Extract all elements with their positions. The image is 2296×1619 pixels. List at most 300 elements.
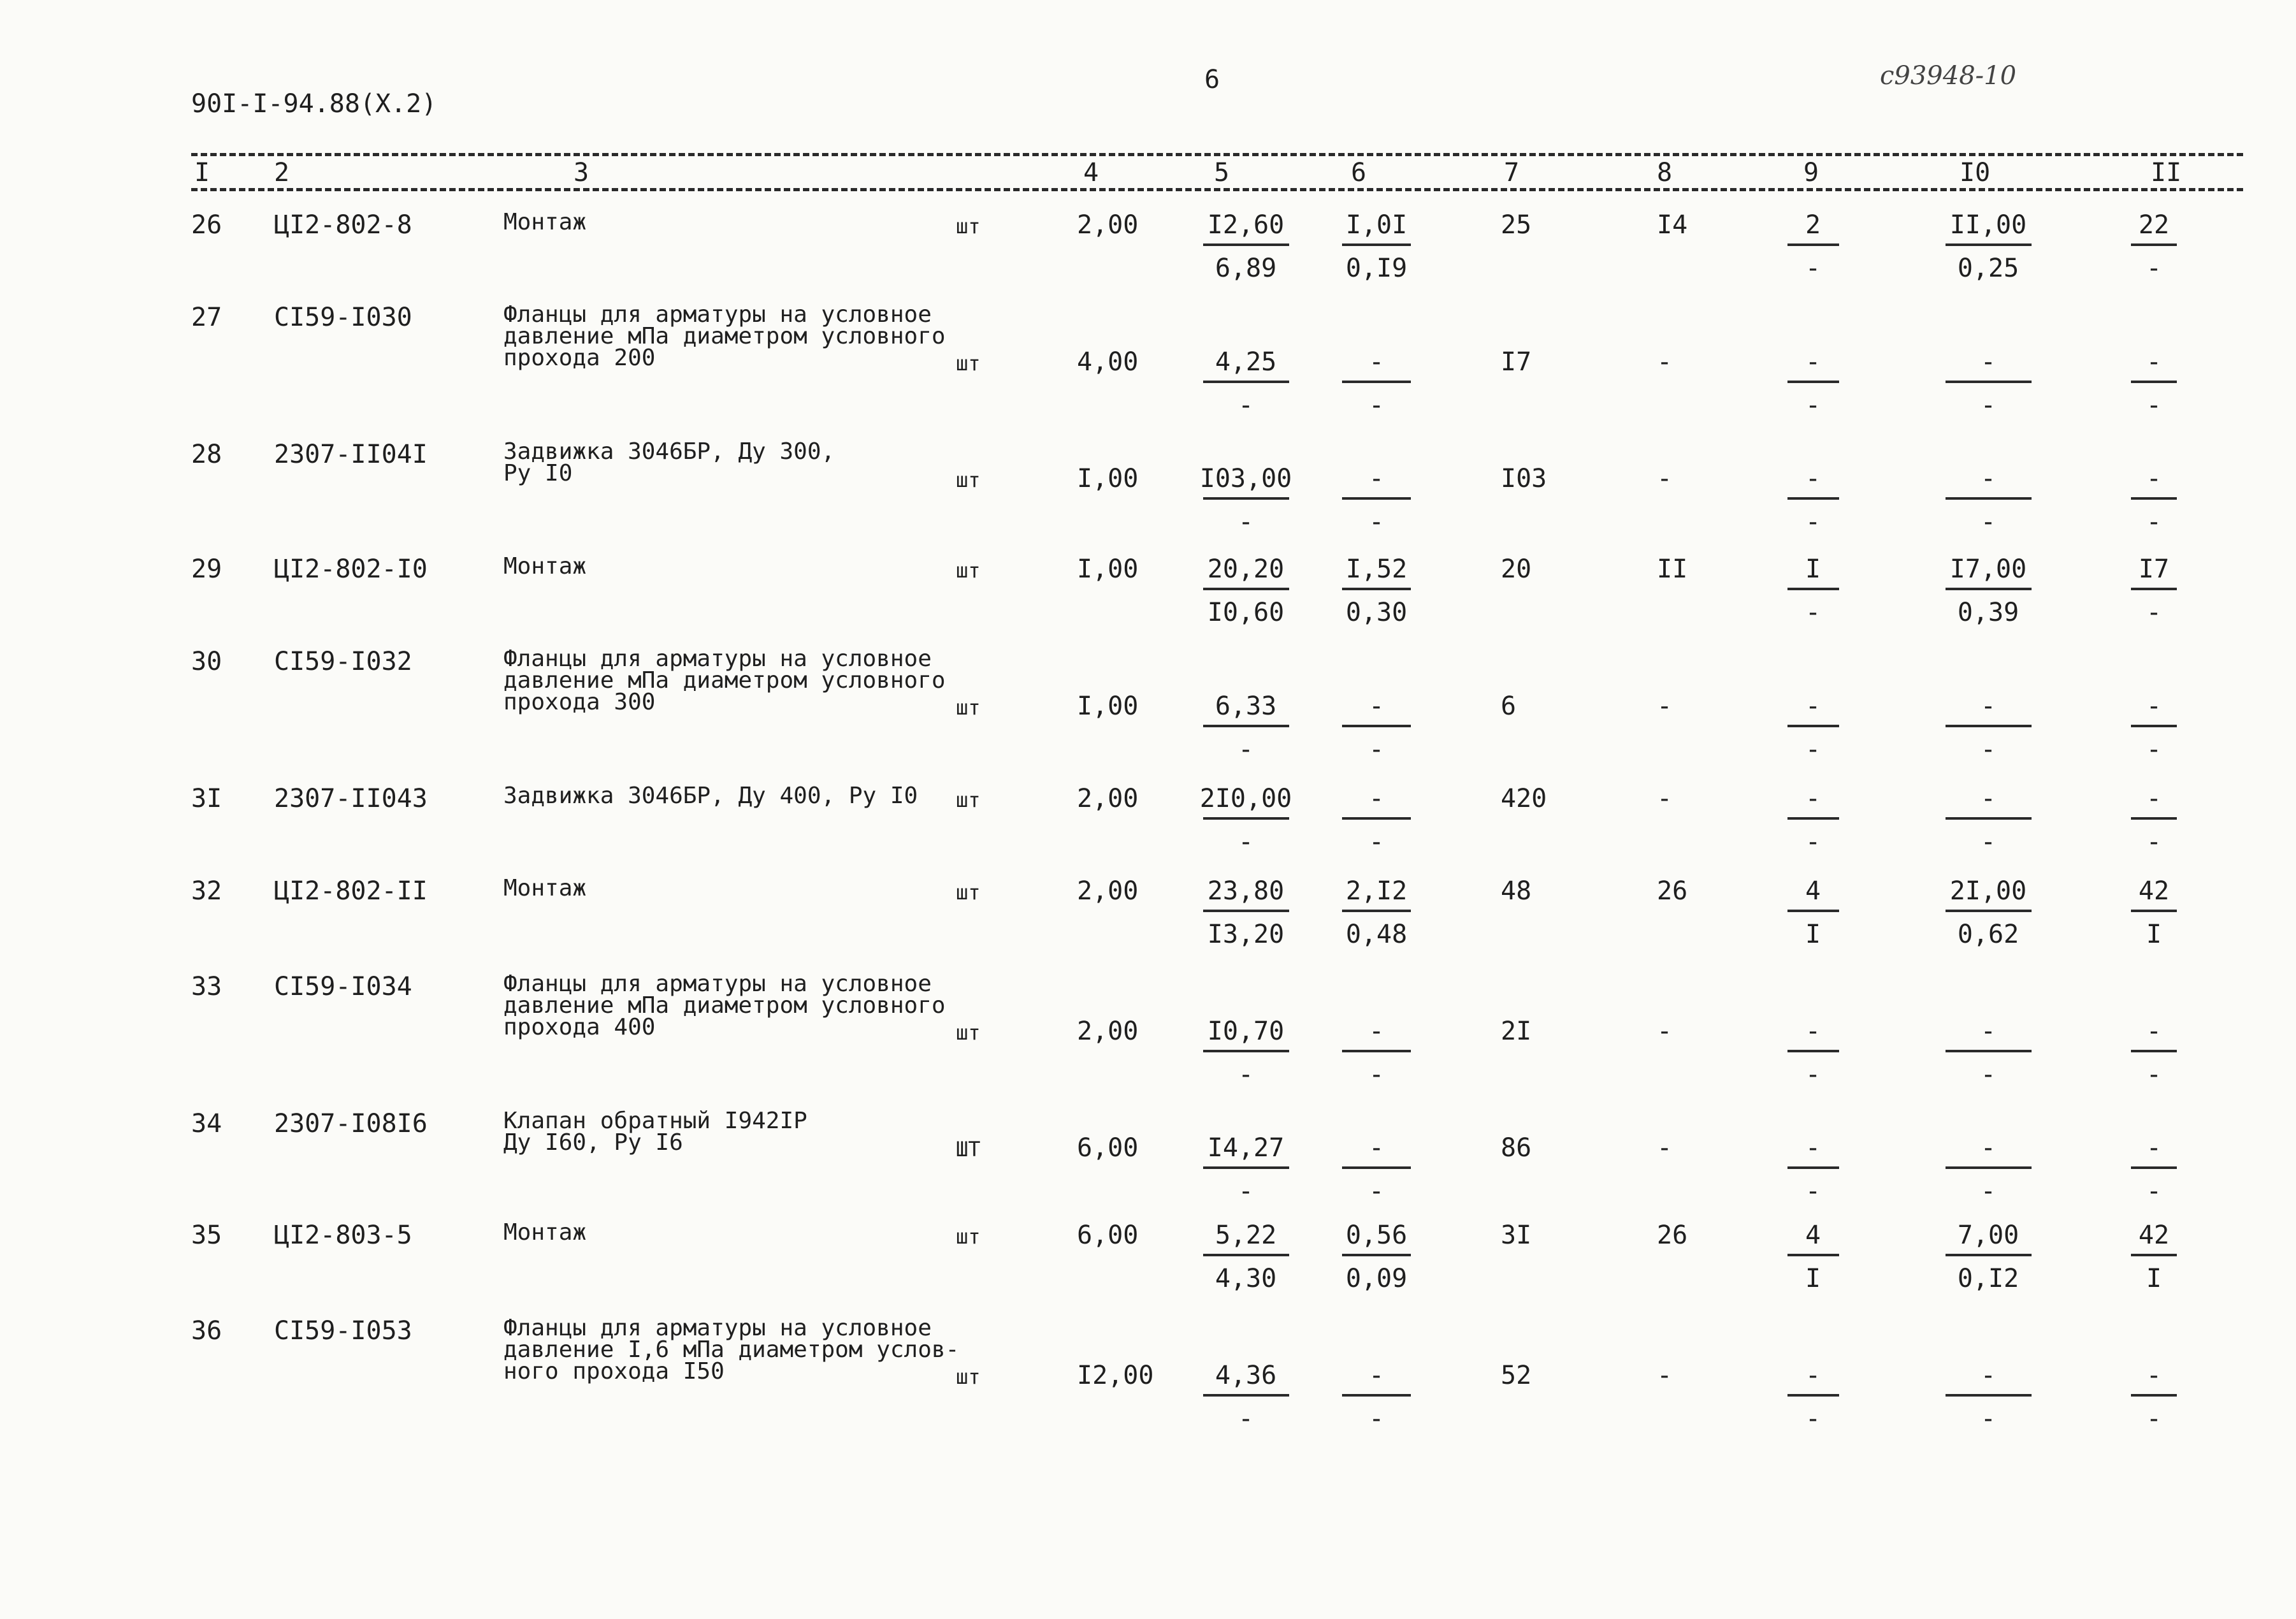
col9-value-numerator: 4 (1805, 876, 1821, 906)
col8-value: I4 (1657, 210, 1688, 240)
col9-value-numerator: - (1805, 692, 1821, 721)
quantity: 2,00 (1077, 876, 1139, 906)
col5-value-fraction-bar (1203, 1050, 1289, 1052)
col6-value-denominator: 0,48 (1345, 920, 1408, 949)
item-description: Задвижка 3046БР, Ду 400, Ру I0 (503, 783, 918, 809)
col8-value: - (1657, 692, 1673, 721)
col10-value-numerator: 7,00 (1957, 1221, 2019, 1250)
col7-value: 6 (1501, 692, 1517, 721)
col5-value-fraction-bar (1203, 1166, 1289, 1169)
col8-value: - (1657, 1133, 1673, 1163)
col9-value-numerator: - (1805, 1133, 1821, 1163)
col10-value (1940, 1221, 2036, 1293)
col6-value (1338, 1017, 1415, 1089)
col10-value-denominator: - (1980, 1404, 1996, 1434)
col9-value-fraction-bar (1787, 243, 1839, 246)
row-number: 34 (191, 1109, 222, 1138)
col10-value-numerator: - (1980, 692, 1996, 721)
col9-value-numerator: - (1805, 464, 1821, 493)
col5-value-denominator: - (1238, 827, 1254, 857)
price-code: CI59-I030 (274, 303, 412, 332)
col6-value (1338, 1133, 1415, 1206)
col9-value (1784, 876, 1842, 949)
price-code: 2307-II043 (274, 784, 428, 813)
col11-value (2128, 210, 2179, 283)
col9-value-fraction-bar (1787, 1166, 1839, 1169)
item-description: Фланцы для арматуры на условное (503, 646, 932, 672)
col11-value-numerator: - (2146, 1017, 2162, 1046)
row-number: 27 (191, 303, 222, 332)
col5-value (1198, 1361, 1294, 1434)
col11-value (2128, 347, 2179, 420)
col6-value-fraction-bar (1342, 588, 1411, 590)
col6-value (1338, 555, 1415, 627)
col5-value-fraction-bar (1203, 1254, 1289, 1256)
col5-value-denominator: 4,30 (1215, 1264, 1277, 1293)
col10-value-numerator: - (1980, 464, 1996, 493)
col6-value-denominator: - (1368, 1060, 1385, 1089)
col11-value (2128, 1361, 2179, 1434)
col6-value-numerator: - (1368, 464, 1385, 493)
col5-value (1198, 1133, 1294, 1206)
col11-value (2128, 555, 2179, 627)
col5-value-denominator: - (1238, 391, 1254, 420)
col11-value-fraction-bar (2131, 497, 2177, 500)
col6-value-numerator: I,0I (1345, 210, 1408, 240)
row-number: 29 (191, 555, 222, 584)
col11-value-denominator: - (2146, 1060, 2162, 1089)
quantity: 6,00 (1077, 1133, 1139, 1163)
col6-value-numerator: 0,56 (1345, 1221, 1408, 1250)
col11-value-numerator: 42 (2138, 1221, 2170, 1250)
col5-value (1198, 784, 1294, 857)
col5-value-denominator: 6,89 (1215, 254, 1277, 283)
quantity: I,00 (1077, 464, 1139, 493)
col11-value-denominator: - (2146, 391, 2162, 420)
col10-value (1940, 784, 2036, 857)
col10-value (1940, 692, 2036, 764)
col6-value-fraction-bar (1342, 497, 1411, 500)
col6-value (1338, 210, 1415, 283)
col5-value-fraction-bar (1203, 588, 1289, 590)
col9-value-fraction-bar (1787, 497, 1839, 500)
column-header-7: 7 (1504, 158, 1520, 187)
unit-of-measure: шт (956, 351, 981, 375)
row-number: 35 (191, 1221, 222, 1250)
col5-value-fraction-bar (1203, 497, 1289, 500)
col9-value (1784, 210, 1842, 283)
column-header-1: I (194, 158, 210, 187)
row-number: 32 (191, 876, 222, 906)
col6-value-numerator: - (1368, 1017, 1385, 1046)
item-description: Задвижка 3046БР, Ду 300, (503, 439, 835, 465)
col11-value-numerator: - (2146, 1133, 2162, 1163)
col7-value: 52 (1501, 1361, 1532, 1390)
col6-value-numerator: - (1368, 1361, 1385, 1390)
col11-value-fraction-bar (2131, 725, 2177, 727)
col6-value-numerator: - (1368, 1133, 1385, 1163)
row-number: 3I (191, 784, 222, 813)
price-code: ЦI2-802-8 (274, 210, 412, 240)
col8-value: - (1657, 1017, 1673, 1046)
col11-value-denominator: - (2146, 735, 2162, 764)
quantity: 4,00 (1077, 347, 1139, 377)
col10-value-denominator: - (1980, 1060, 1996, 1089)
quantity: I,00 (1077, 555, 1139, 584)
col5-value-numerator: 4,36 (1215, 1361, 1277, 1390)
col11-value (2128, 692, 2179, 764)
col10-value-numerator: - (1980, 784, 1996, 813)
item-description: Ру I0 (503, 460, 573, 486)
col10-value-numerator: - (1980, 1133, 1996, 1163)
col6-value-denominator: - (1368, 507, 1385, 537)
col6-value-fraction-bar (1342, 1166, 1411, 1169)
col11-value-denominator: - (2146, 827, 2162, 857)
col8-value: 26 (1657, 876, 1688, 906)
col10-value (1940, 464, 2036, 537)
column-header-6: 6 (1351, 158, 1367, 187)
col9-value-fraction-bar (1787, 381, 1839, 383)
col5-value (1198, 1221, 1294, 1293)
col9-value (1784, 784, 1842, 857)
col6-value-fraction-bar (1342, 817, 1411, 820)
col9-value-denominator: - (1805, 735, 1821, 764)
col11-value-numerator: - (2146, 692, 2162, 721)
col5-value-denominator: I0,60 (1207, 598, 1285, 627)
col5-value (1198, 210, 1294, 283)
col5-value-numerator: 23,80 (1207, 876, 1285, 906)
col11-value-fraction-bar (2131, 1254, 2177, 1256)
col7-value: I7 (1501, 347, 1532, 377)
quantity: 6,00 (1077, 1221, 1139, 1250)
col5-value-numerator: I0,70 (1207, 1017, 1285, 1046)
column-header-8: 8 (1657, 158, 1673, 187)
col9-value (1784, 1221, 1842, 1293)
price-code: ЦI2-802-II (274, 876, 428, 906)
col9-value (1784, 464, 1842, 537)
col10-value (1940, 555, 2036, 627)
col6-value-denominator: 0,I9 (1345, 254, 1408, 283)
quantity: I,00 (1077, 692, 1139, 721)
col10-value-fraction-bar (1946, 381, 2032, 383)
price-code: CI59-I034 (274, 972, 412, 1001)
col5-value (1198, 555, 1294, 627)
col6-value (1338, 784, 1415, 857)
col10-value (1940, 876, 2036, 949)
col11-value-numerator: - (2146, 784, 2162, 813)
col5-value-numerator: 20,20 (1207, 555, 1285, 584)
col6-value-denominator: 0,09 (1345, 1264, 1408, 1293)
col7-value: I03 (1501, 464, 1547, 493)
col9-value-fraction-bar (1787, 588, 1839, 590)
col10-value-denominator: 0,25 (1957, 254, 2019, 283)
item-description: давление мПа диаметром условного (503, 992, 946, 1019)
col10-value (1940, 1017, 2036, 1089)
column-header-11: II (2151, 158, 2182, 187)
col10-value (1940, 347, 2036, 420)
row-number: 28 (191, 440, 222, 469)
row-number: 26 (191, 210, 222, 240)
col11-value-fraction-bar (2131, 1166, 2177, 1169)
col9-value-denominator: - (1805, 598, 1821, 627)
unit-of-measure: шт (956, 1224, 981, 1249)
row-number: 30 (191, 647, 222, 676)
col10-value-fraction-bar (1946, 725, 2032, 727)
col9-value-numerator: - (1805, 1361, 1821, 1390)
column-header-2: 2 (274, 158, 290, 187)
col5-value-numerator: 2I0,00 (1199, 784, 1292, 813)
col10-value-fraction-bar (1946, 243, 2032, 246)
col5-value-denominator: - (1238, 1404, 1254, 1434)
col10-value-fraction-bar (1946, 1254, 2032, 1256)
item-description: Ду I60, Ру I6 (503, 1129, 683, 1156)
col9-value-fraction-bar (1787, 910, 1839, 912)
col11-value-denominator: - (2146, 1177, 2162, 1206)
col10-value-fraction-bar (1946, 817, 2032, 820)
col5-value-fraction-bar (1203, 1394, 1289, 1397)
col9-value-numerator: 4 (1805, 1221, 1821, 1250)
col9-value (1784, 555, 1842, 627)
price-code: ЦI2-803-5 (274, 1221, 412, 1250)
col5-value-denominator: - (1238, 1177, 1254, 1206)
col10-value-denominator: - (1980, 391, 1996, 420)
item-description: Монтаж (503, 209, 587, 235)
col6-value-denominator: - (1368, 735, 1385, 764)
col6-value-numerator: - (1368, 784, 1385, 813)
col11-value-denominator: I (2146, 1264, 2162, 1293)
col6-value (1338, 347, 1415, 420)
col5-value-numerator: I03,00 (1199, 464, 1292, 493)
item-description: Клапан обратный I942IР (503, 1108, 807, 1134)
col5-value-numerator: 6,33 (1215, 692, 1277, 721)
col11-value-fraction-bar (2131, 243, 2177, 246)
col11-value-denominator: - (2146, 254, 2162, 283)
col11-value-fraction-bar (2131, 1050, 2177, 1052)
col11-value-numerator: - (2146, 347, 2162, 377)
col6-value-denominator: 0,30 (1345, 598, 1408, 627)
col10-value-denominator: 0,I2 (1957, 1264, 2019, 1293)
col6-value (1338, 692, 1415, 764)
col11-value-denominator: - (2146, 507, 2162, 537)
col10-value-fraction-bar (1946, 1050, 2032, 1052)
col10-value (1940, 1361, 2036, 1434)
col9-value-numerator: - (1805, 784, 1821, 813)
col6-value-fraction-bar (1342, 1050, 1411, 1052)
col10-value-fraction-bar (1946, 1166, 2032, 1169)
col9-value-denominator: - (1805, 827, 1821, 857)
col9-value-numerator: - (1805, 1017, 1821, 1046)
col11-value-numerator: - (2146, 464, 2162, 493)
col10-value-denominator: - (1980, 735, 1996, 764)
col7-value: 86 (1501, 1133, 1532, 1163)
col6-value (1338, 1221, 1415, 1293)
col9-value-denominator: - (1805, 254, 1821, 283)
col5-value (1198, 876, 1294, 949)
col7-value: 25 (1501, 210, 1532, 240)
archive-stamp: c93948-10 (1880, 61, 2017, 91)
col10-value (1940, 1133, 2036, 1206)
col9-value-denominator: - (1805, 1404, 1821, 1434)
item-description: давление I,6 мПа диаметром услов- (503, 1337, 960, 1363)
col11-value (2128, 464, 2179, 537)
col7-value: 2I (1501, 1017, 1532, 1046)
col9-value (1784, 692, 1842, 764)
item-description: Фланцы для арматуры на условное (503, 1315, 932, 1341)
quantity: 2,00 (1077, 210, 1139, 240)
col9-value-denominator: - (1805, 1060, 1821, 1089)
col5-value (1198, 692, 1294, 764)
item-description: Фланцы для арматуры на условное (503, 971, 932, 997)
col5-value-denominator: - (1238, 1060, 1254, 1089)
unit-of-measure: шт (956, 1365, 981, 1389)
col9-value-denominator: - (1805, 507, 1821, 537)
col6-value (1338, 876, 1415, 949)
col9-value-fraction-bar (1787, 817, 1839, 820)
unit-of-measure: шт (956, 468, 981, 492)
row-number: 33 (191, 972, 222, 1001)
item-description: Монтаж (503, 553, 587, 579)
col5-value-numerator: I2,60 (1207, 210, 1285, 240)
col10-value-numerator: - (1980, 347, 1996, 377)
col11-value-denominator: - (2146, 598, 2162, 627)
quantity: 2,00 (1077, 1017, 1139, 1046)
col10-value-fraction-bar (1946, 497, 2032, 500)
col5-value-denominator: - (1238, 507, 1254, 537)
col6-value-numerator: 2,I2 (1345, 876, 1408, 906)
unit-of-measure: шт (956, 558, 981, 583)
col11-value-fraction-bar (2131, 1394, 2177, 1397)
row-number: 36 (191, 1316, 222, 1346)
col7-value: 3I (1501, 1221, 1532, 1250)
unit-of-measure: шт (956, 695, 981, 720)
header-rule-top (191, 153, 2243, 156)
col6-value-denominator: - (1368, 827, 1385, 857)
item-description: прохода 200 (503, 345, 656, 371)
col7-value: 48 (1501, 876, 1532, 906)
col11-value (2128, 1017, 2179, 1089)
col6-value-denominator: - (1368, 1177, 1385, 1206)
col11-value-numerator: I7 (2138, 555, 2170, 584)
item-description: Фланцы для арматуры на условное (503, 301, 932, 328)
col11-value-numerator: 22 (2138, 210, 2170, 240)
column-header-4: 4 (1083, 158, 1099, 187)
column-header-10: I0 (1960, 158, 1991, 187)
col10-value-numerator: 2I,00 (1949, 876, 2027, 906)
unit-of-measure: шт (956, 1020, 981, 1045)
col6-value-fraction-bar (1342, 725, 1411, 727)
col11-value-fraction-bar (2131, 381, 2177, 383)
col9-value (1784, 1017, 1842, 1089)
item-description: прохода 400 (503, 1014, 656, 1040)
col6-value (1338, 464, 1415, 537)
col5-value-numerator: 5,22 (1215, 1221, 1277, 1250)
unit-of-measure: ШТ (956, 1137, 981, 1161)
header-rule-bottom (191, 188, 2243, 191)
col6-value-fraction-bar (1342, 1394, 1411, 1397)
col10-value-numerator: I7,00 (1949, 555, 2027, 584)
col10-value-numerator: - (1980, 1017, 1996, 1046)
col11-value (2128, 876, 2179, 949)
col6-value-numerator: - (1368, 692, 1385, 721)
col5-value-denominator: I3,20 (1207, 920, 1285, 949)
col5-value (1198, 1017, 1294, 1089)
price-code: 2307-I08I6 (274, 1109, 428, 1138)
col9-value-denominator: I (1805, 920, 1821, 949)
col10-value-fraction-bar (1946, 910, 2032, 912)
document-code: 90I-I-94.88(X.2) (191, 89, 437, 119)
col10-value (1940, 210, 2036, 283)
col9-value-denominator: - (1805, 391, 1821, 420)
col6-value-denominator: - (1368, 1404, 1385, 1434)
col11-value-fraction-bar (2131, 588, 2177, 590)
page-number: 6 (1204, 65, 1220, 94)
col6-value-numerator: I,52 (1345, 555, 1408, 584)
col9-value (1784, 1133, 1842, 1206)
col9-value-denominator: - (1805, 1177, 1821, 1206)
col7-value: 20 (1501, 555, 1532, 584)
col10-value-numerator: II,00 (1949, 210, 2027, 240)
col6-value-fraction-bar (1342, 910, 1411, 912)
col5-value-fraction-bar (1203, 817, 1289, 820)
col10-value-denominator: 0,39 (1957, 598, 2019, 627)
col11-value-numerator: 42 (2138, 876, 2170, 906)
unit-of-measure: шт (956, 214, 981, 238)
col10-value-numerator: - (1980, 1361, 1996, 1390)
price-code: CI59-I032 (274, 647, 412, 676)
col5-value-numerator: 4,25 (1215, 347, 1277, 377)
col11-value (2128, 1133, 2179, 1206)
col9-value-numerator: 2 (1805, 210, 1821, 240)
item-description: прохода 300 (503, 689, 656, 715)
col10-value-fraction-bar (1946, 1394, 2032, 1397)
col11-value-denominator: - (2146, 1404, 2162, 1434)
col8-value: 26 (1657, 1221, 1688, 1250)
col8-value: - (1657, 347, 1673, 377)
col11-value-numerator: - (2146, 1361, 2162, 1390)
quantity: I2,00 (1077, 1361, 1154, 1390)
col11-value-denominator: I (2146, 920, 2162, 949)
col5-value-numerator: I4,27 (1207, 1133, 1285, 1163)
col9-value-fraction-bar (1787, 1254, 1839, 1256)
col10-value-denominator: - (1980, 507, 1996, 537)
col7-value: 420 (1501, 784, 1547, 813)
quantity: 2,00 (1077, 784, 1139, 813)
col9-value-denominator: I (1805, 1264, 1821, 1293)
col8-value: - (1657, 784, 1673, 813)
col10-value-denominator: - (1980, 1177, 1996, 1206)
col9-value (1784, 1361, 1842, 1434)
item-description: давление мПа диаметром условного (503, 667, 946, 693)
price-code: CI59-I053 (274, 1316, 412, 1346)
unit-of-measure: шт (956, 788, 981, 812)
col9-value-fraction-bar (1787, 1050, 1839, 1052)
column-header-9: 9 (1803, 158, 1819, 187)
col11-value-fraction-bar (2131, 910, 2177, 912)
col10-value-denominator: - (1980, 827, 1996, 857)
col5-value-fraction-bar (1203, 910, 1289, 912)
col8-value: - (1657, 1361, 1673, 1390)
price-code: 2307-II04I (274, 440, 428, 469)
col5-value (1198, 464, 1294, 537)
col11-value-fraction-bar (2131, 817, 2177, 820)
col9-value-numerator: I (1805, 555, 1821, 584)
unit-of-measure: шт (956, 880, 981, 904)
col6-value-fraction-bar (1342, 381, 1411, 383)
col6-value-denominator: - (1368, 391, 1385, 420)
col11-value (2128, 1221, 2179, 1293)
col5-value-fraction-bar (1203, 243, 1289, 246)
col5-value-fraction-bar (1203, 725, 1289, 727)
